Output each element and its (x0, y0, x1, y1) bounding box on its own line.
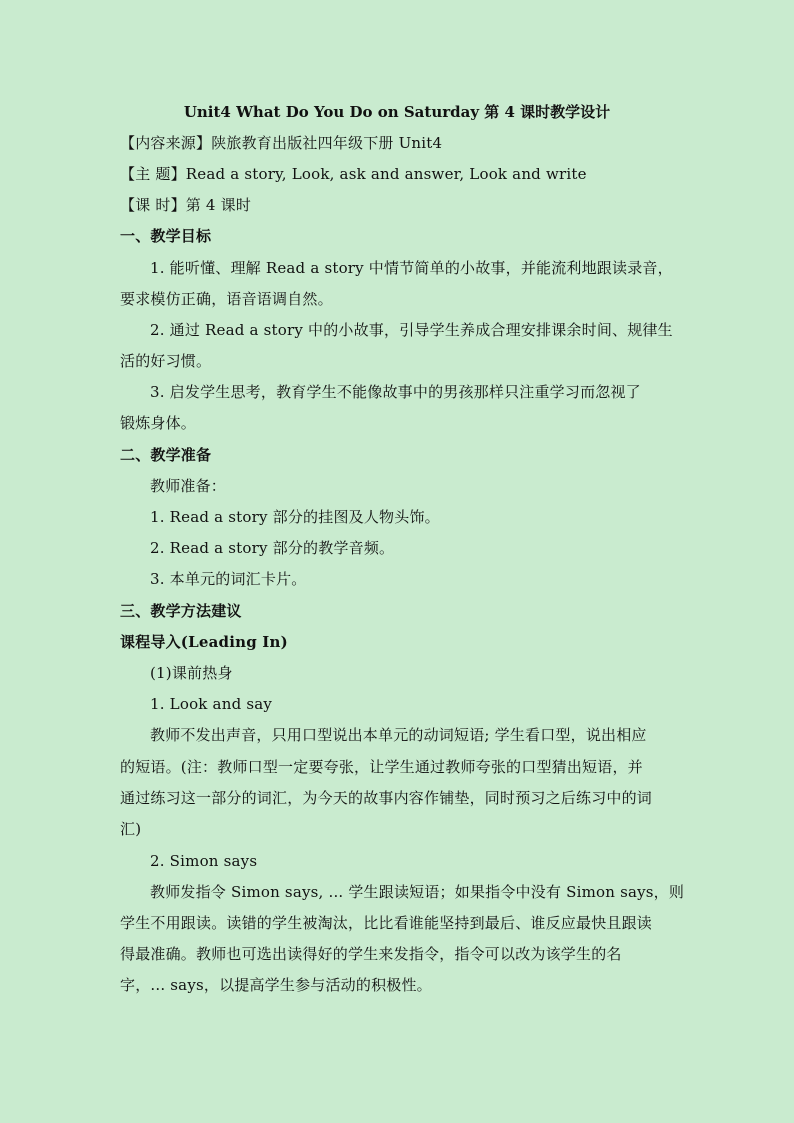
sub-heading-leading-in: 课程导入(Leading In) (120, 633, 288, 651)
look-say-text-line-4: 汇) (120, 820, 142, 838)
section-heading-goals: 一、教学目标 (120, 227, 212, 245)
section-heading-methods: 三、教学方法建议 (120, 602, 242, 620)
section-heading-prep: 二、教学准备 (120, 446, 212, 464)
simon-text-line-2: 学生不用跟读。读错的学生被淘汰，比比看谁能坚持到最后、谁反应最快且跟读 (120, 914, 653, 932)
simon-text-line-3: 得最准确。教师也可选出读得好的学生来发指令，指令可以改为该学生的名 (120, 945, 622, 963)
look-say-text-line-2: 的短语。(注：教师口型一定要夸张，让学生通过教师夸张的口型猜出短语，并 (120, 758, 643, 776)
document-title: Unit4 What Do You Do on Saturday 第 4 课时教学设计 (183, 103, 611, 121)
look-say-text-line-1: 教师不发出声音，只用口型说出本单元的动词短语; 学生看口型，说出相应 (150, 726, 647, 744)
topic-line: 【主 题】Read a story, Look, ask and answer, Look and write (120, 165, 587, 183)
prep-intro: 教师准备： (150, 477, 227, 495)
goal-item-3-line-1: 3. 启发学生思考，教育学生不能像故事中的男孩那样只注重学习而忽视了 (150, 383, 641, 401)
look-say-text-line-3: 通过练习这一部分的词汇，为今天的故事内容作铺垫，同时预习之后练习中的词 (120, 789, 653, 807)
goal-item-2-line-2: 活的好习惯。 (120, 352, 212, 370)
prep-item-3: 3. 本单元的词汇卡片。 (150, 570, 307, 588)
prep-item-1: 1. Read a story 部分的挂图及人物头饰。 (150, 508, 440, 526)
content-source-line: 【内容来源】陕旅教育出版社四年级下册 Unit4 (120, 134, 443, 152)
goal-item-1-line-2: 要求模仿正确，语音语调自然。 (120, 290, 333, 308)
goal-item-3-line-2: 锻炼身体。 (120, 414, 197, 432)
goal-item-1-line-1: 1. 能听懂、理解 Read a story 中情节简单的小故事，并能流利地跟读录音， (150, 259, 673, 277)
period-line: 【课 时】第 4 课时 (120, 196, 252, 214)
warmup-label: (1)课前热身 (150, 664, 233, 682)
prep-item-2: 2. Read a story 部分的教学音频。 (150, 539, 395, 557)
simon-says-label: 2. Simon says (150, 852, 258, 870)
goal-item-2-line-1: 2. 通过 Read a story 中的小故事，引导学生养成合理安排课余时间、规律生 (150, 321, 673, 339)
simon-text-line-1: 教师发指令 Simon says, ... 学生跟读短语；如果指令中没有 Simon says，则 (150, 883, 685, 901)
look-and-say-label: 1. Look and say (150, 695, 273, 713)
simon-text-line-4: 字，... says，以提高学生参与活动的积极性。 (120, 976, 432, 994)
